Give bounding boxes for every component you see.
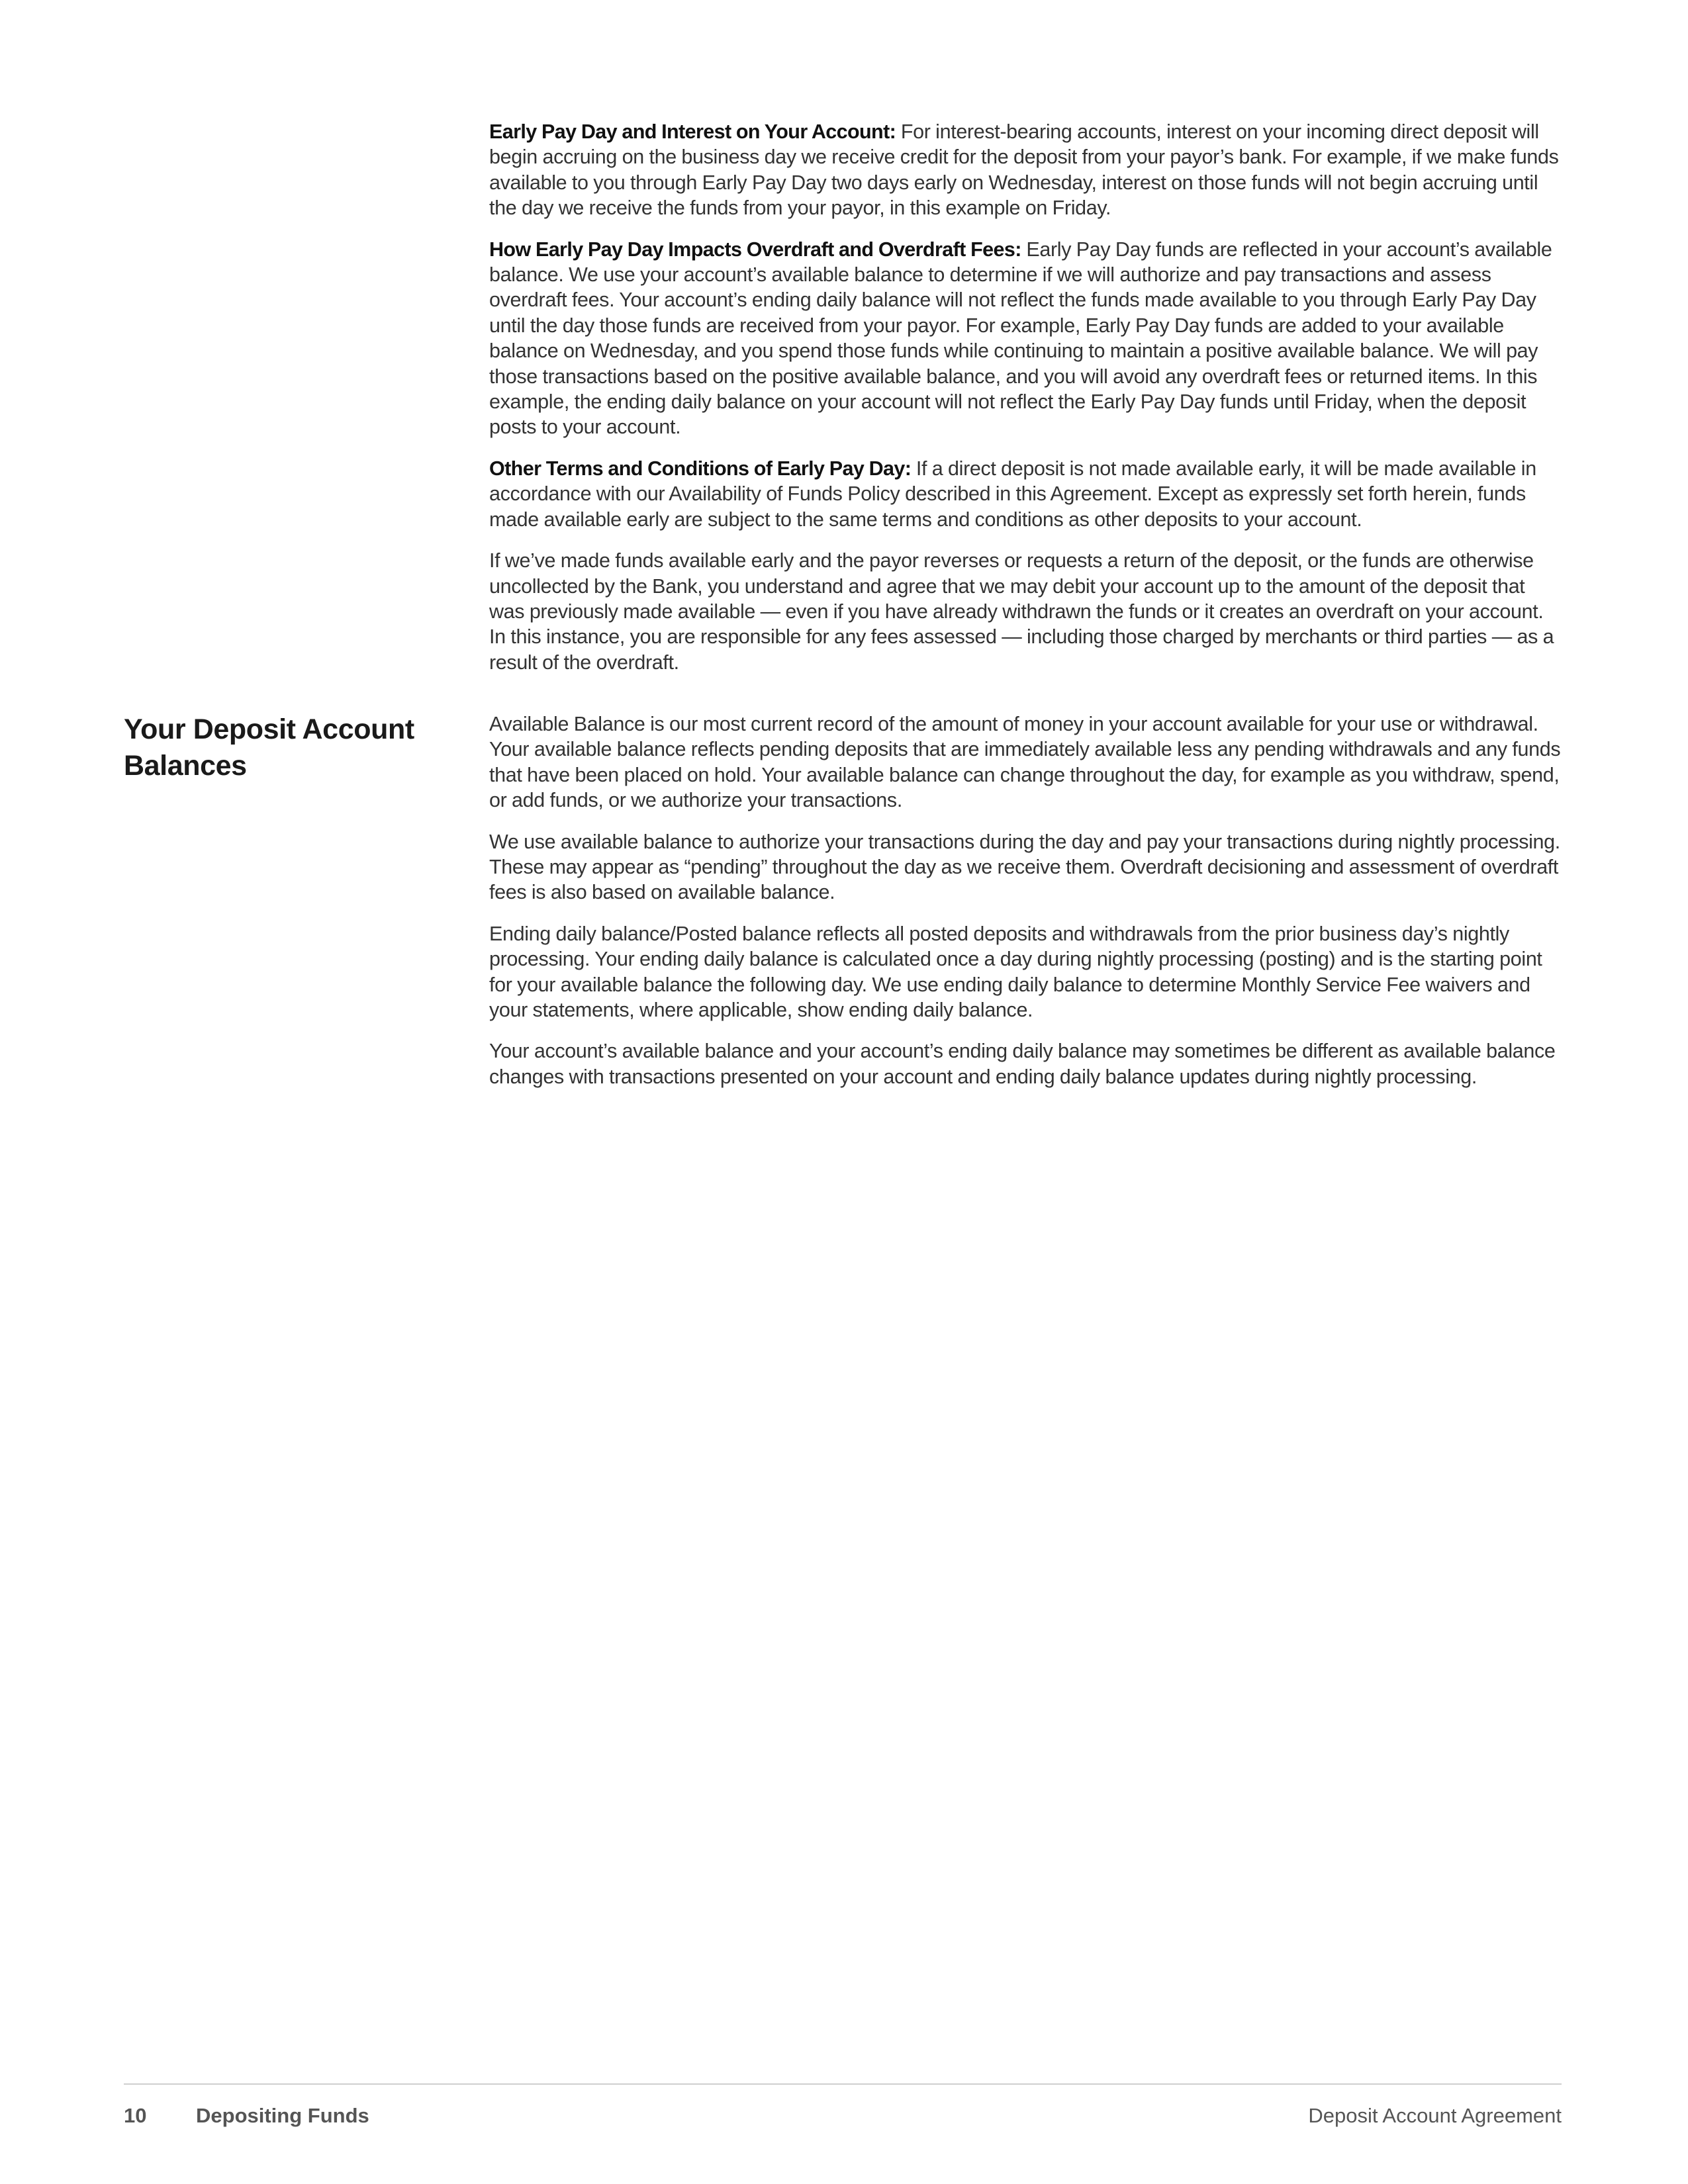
early-pay-reversal-paragraph: If we’ve made funds available early and the payor reverses or requests a return of the deposit, or the funds are otherwise uncollected by the Bank, you understand and agree that we may debit your account up to the amount of the deposit that was previously made available — even if you have already withdrawn the funds or it creates an overdraft on your account. In this instance, you are responsible for any fees assessed — including those charged by merchants or third parties — as a result of the overdraft. xyxy=(489,549,1554,674)
section-heading: Your Deposit Account Balances xyxy=(124,713,414,782)
footer-divider xyxy=(124,2083,1562,2085)
early-pay-overdraft-paragraph xyxy=(489,237,1562,440)
ending-daily-balance-paragraph: Ending daily balance/Posted balance reflects all posted deposits and withdrawals from the prior business day’s nightly processing. Your ending daily balance is calculated once a day during nightly processing (posting) and is the starting point for your available balance the following day. We use ending daily balance to determine Monthly Service Fee waivers and your statements, where applicable, show ending daily balance. xyxy=(489,922,1542,1022)
early-pay-other-terms-text: If a direct deposit is not made available early, it will be made available in accordance with our Availability of Funds Policy described in this Agreement. Except as expressly set forth herein, funds made available early are subject to the same terms and conditions as other deposits to your account. xyxy=(489,457,1536,531)
page-footer xyxy=(124,2101,1562,2130)
early-pay-other-terms-paragraph xyxy=(489,456,1562,532)
footer-document-title: Deposit Account Agreement xyxy=(1308,2104,1562,2127)
early-pay-interest-paragraph xyxy=(489,119,1562,221)
early-pay-day-section xyxy=(489,119,1562,691)
section-body xyxy=(489,711,1562,1105)
early-pay-overdraft-lead: How Early Pay Day Impacts Overdraft and Overdraft Fees: xyxy=(489,238,1021,261)
page-number: 10 xyxy=(124,2104,147,2127)
available-balance-paragraph: Available Balance is our most current record of the amount of money in your account available for your use or withdrawal. Your available balance reflects pending deposits that are immediately available less any pending withdrawals and any funds that have been placed on hold. Your available balance can change throughout the day, for example as you withdraw, spend, or add funds, or we authorize your transactions. xyxy=(489,713,1561,812)
footer-section-name: Depositing Funds xyxy=(196,2104,369,2127)
early-pay-other-terms-lead: Other Terms and Conditions of Early Pay Day: xyxy=(489,457,912,480)
authorization-paragraph: We use available balance to authorize your transactions during the day and pay your transactions during nightly processing. These may appear as “pending” throughout the day as we receive them. Overdraft decisioning and assessment of overdraft fees is also based on available balance. xyxy=(489,830,1560,904)
early-pay-interest-lead: Early Pay Day and Interest on Your Account: xyxy=(489,120,896,143)
early-pay-interest-text: For interest-bearing accounts, interest on your incoming direct deposit will begin accruing on the business day we receive credit for the deposit from your payor’s bank. For example, if we make funds available to you through Early Pay Day two days early on Wednesday, interest on those funds will not begin accruing until the day we receive the funds from your payor, in this example on Friday. xyxy=(489,120,1559,220)
early-pay-overdraft-text: Early Pay Day funds are reflected in your account’s available balance. We use your account’s available balance to determine if we will authorize and pay transactions and assess overdraft fees. Your account’s ending daily balance will not reflect the funds made available to you through Early Pay Day until the day those funds are received from your payor. For example, Early Pay Day funds are added to your available balance on Wednesday, and you spend those funds while continuing to maintain a positive available balance. We will pay those transactions based on the positive available balance, and you will avoid any overdraft fees or returned items. In this example, the ending daily balance on your account will not reflect the Early Pay Day funds until Friday, when the deposit posts to your account. xyxy=(489,238,1552,439)
balance-difference-paragraph: Your account’s available balance and your account’s ending daily balance may sometimes be different as available balance changes with transactions presented on your account and ending daily balance updates during nightly processing. xyxy=(489,1040,1556,1088)
